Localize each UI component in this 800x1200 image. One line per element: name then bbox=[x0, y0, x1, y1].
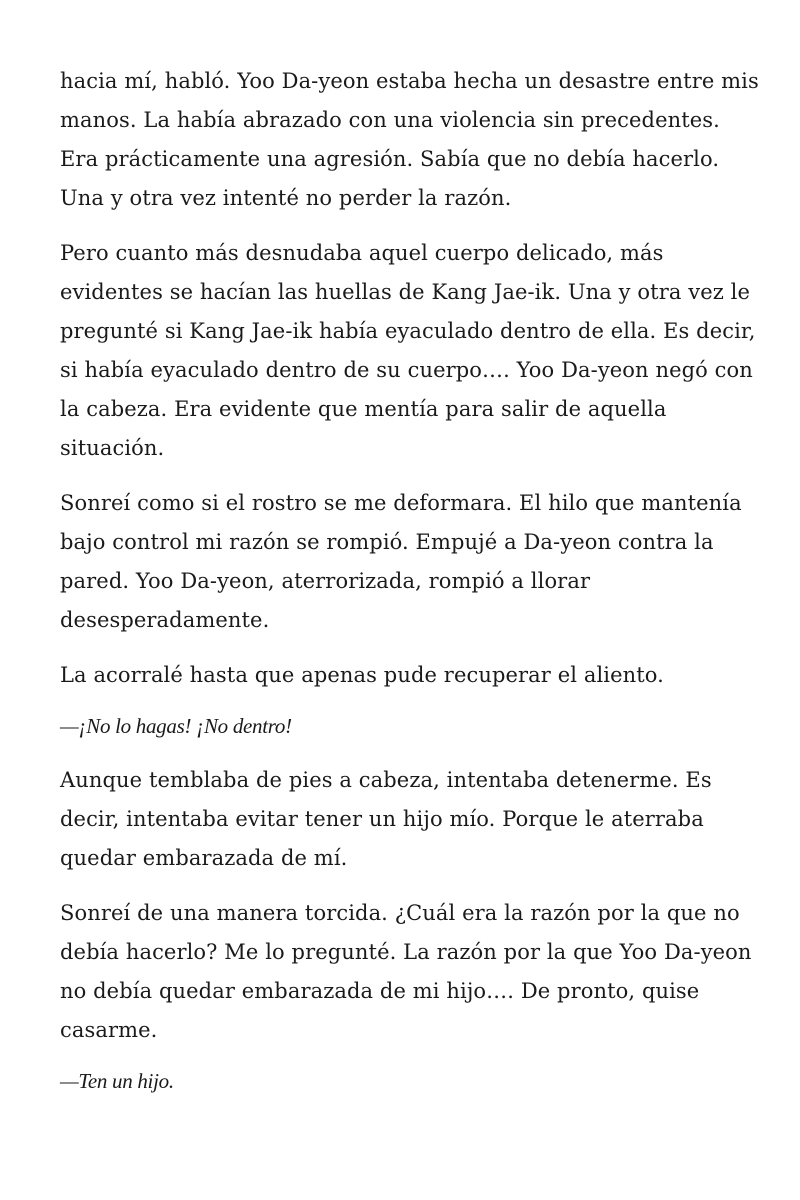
paragraph: Aunque temblaba de pies a cabeza, intentaba detenerme. Es decir, intentaba evitar tener un hijo mío. Porque le aterraba quedar embarazada de mí. bbox=[60, 768, 712, 870]
paragraph: Sonreí de una manera torcida. ¿Cuál era la razón por la que no debía hacerlo? Me lo pregunté. La razón por la que Yoo Da-yeon no debía quedar embarazada de mi hijo…. De pronto, quise casarme. bbox=[60, 901, 752, 1042]
document-page bbox=[60, 62, 760, 1116]
dialogue-line: —¡No lo hagas! ¡No dentro! bbox=[60, 714, 292, 738]
paragraph: La acorralé hasta que apenas pude recuperar el aliento. bbox=[60, 663, 664, 687]
paragraph: Sonreí como si el rostro se me deformara. El hilo que mantenía bajo control mi razón se rompió. Empujé a Da-yeon contra la pared. Yoo Da-yeon, aterrorizada, rompió a llorar desesperadamente. bbox=[60, 491, 742, 632]
paragraph: hacia mí, habló. Yoo Da-yeon estaba hecha un desastre entre mis manos. La había abrazado con una violencia sin precedentes. Era prácticamente una agresión. Sabía que no debía hacerlo. Una y otra vez intenté no perder la razón. bbox=[60, 69, 759, 210]
dialogue-line: —Ten un hijo. bbox=[60, 1069, 174, 1093]
paragraph: Pero cuanto más desnudaba aquel cuerpo delicado, más evidentes se hacían las huellas de Kang Jae-ik. Una y otra vez le pregunté si Kang Jae-ik había eyaculado dentro de ella. Es decir, si había eyaculado dentro de su cuerpo…. Yoo Da-yeon negó con la cabeza. Era evidente que mentía para salir de aquella situación. bbox=[60, 241, 756, 460]
